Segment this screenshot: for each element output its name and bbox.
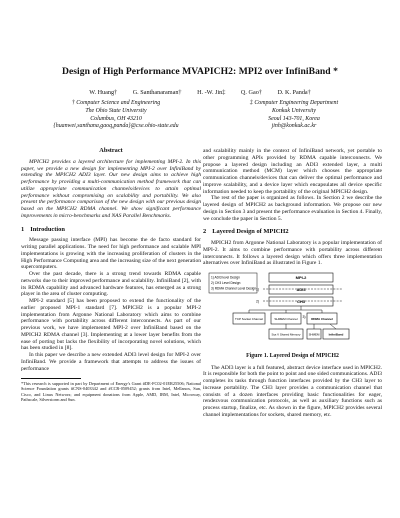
paragraph: Over the past decade, there is a strong trend towards RDMA capable networks due to their improved performance and scalability. InfiniBand [2], with its RDMA capability and advanced hardware features, has emerged as a strong player in the area of cluster computing. [21,271,201,298]
affiliation-dept: † Computer Science and Engineering [71,100,161,106]
legend-option: 2) CH3 Level Design [211,281,241,285]
paper-title: Design of High Performance MVAPICH2: MPI2 over InfiniBand * [61,66,338,77]
footnote: *This research is supported in part by Department of Energy's Grant #DE-FC02-01ER25506; National Science Foundation grants #CNS-0403342 and #CCR-0509452; grants from Intel, Mellanox, Sun, Cisco, and Linux Networx; and equipment donations from Apple, AMD, IBM, Intel, Microway, Pathscale, Silverstorm and Sun. [21,381,201,402]
author-list [0,89,400,96]
section-number: 1 [21,225,25,233]
paragraph: The rest of the paper is organized as follows. In Section 2 we describe the layered design of MPICH2 as background information. We propose our new design in Section 3 and present the performance evaluation in Section 4. Finally, we conclude the paper in Section 5. [203,195,382,222]
right-column [203,148,382,419]
paragraph: MPI-2 standard [5] has been proposed to extend the functionality of the earlier proposed MPI-1 standard [7]. MPICH2 is a popular MPI-2 implementation from Argonne National Laboratory which aims to combine performance with portability across different interconnects. As part of our previous work, we have implemented MPI-2 over InfiniBand based on the MPICH2 RDMA channel [3]. Implementing at a lower layer benefits from the ease of porting but lacks the flexibility of incorporating novel solutions, which has been studied in [8]. [21,298,201,352]
affiliation-city: Seoul 143-701, Korea [268,115,320,122]
level-marker: 3) [302,315,306,319]
affiliation-university: The Ohio State University [85,107,147,114]
affiliation-city: Columbus, OH 43210 [90,115,142,122]
affiliation-osu [28,100,204,131]
section-heading-layered-design [203,229,382,236]
affiliation-konkuk [206,100,382,131]
paragraph: In this paper we describe a new extended ADI3 level design for MPI-2 over InfiniBand. We provide a framework that attempts to address the issues of performance [21,352,201,372]
box-label: TCP Socket Channel [235,317,263,321]
author: H. -W. Jin‡ [197,89,226,96]
box-label: MPI-2 [295,275,307,281]
author: G. Santhanaraman† [132,89,182,96]
author: D. K. Panda† [277,89,311,96]
box-label: RDMA Channel [311,317,333,321]
box-label: InfiniBand [328,332,344,337]
legend-option: 1) ADI3 level Design [211,275,240,280]
author: W. Huang† [89,89,118,96]
section-title: Introduction [30,225,65,233]
paragraph: The ADI3 layer is a full featured, abstract device interface used in MPICH2. It is responsible for both the point to point and one sided communications. ADI3 completes its tasks through function interfaces provided by the CH3 layer to increase portability. The CH3 layer provides a communication channel that consists of a dozen interfaces providing basic functionalities for eager, rendezvous communication protocols, as well as auxiliary functions such as process startup, finalize, etc. As shown in the figure, MPICH2 provides several channel implementations for sockets, shared memory, etc. [203,364,382,418]
connector [330,324,336,329]
figure-caption: Figure 1. Layered Design of MPICH2 [246,352,339,359]
affiliation-email: {huanwei,santhana,gaoq,panda}@cse.ohio-state.edu [53,123,179,130]
box-label: Sys V Shared Memory [271,332,301,337]
paragraph: MPICH2 from Argonne National Laboratory is a popular implementation of MPI-2. It aims to combine performance with portability across different interconnects. It follows a layered design which offers three implementation alternatives over InfiniBand as illustrated in Figure 1. [203,240,382,267]
level-marker: 2) [255,299,259,304]
left-column [21,148,201,402]
affiliation-dept: ‡ Computer Engineering Department [249,100,339,106]
abstract-heading: Abstract [99,147,123,154]
figure-layered-design [203,271,382,345]
box-label: SHMEM [308,332,320,337]
paragraph: Message passing interface (MPI) has become the de facto standard for writing parallel applications. The need for high performance and scalable MPI implementations is growing with the increasing proliferation of clusters in the High Performance Computing area and the increasing size of the next generation supercomputers. [21,237,201,271]
abstract-text: MPICH2 provides a layered architecture for implementing MPI-2. In this paper, we provide a new design for implementing MPI-2 over InfiniBand by extending the MPICH2 ADI3 layer. Our new design aims to achieve high performance by providing a multi-communication method framework that can utilize appropriate communication channels/devices to attain optimal performance without compromising on scalability and portability. We also present the performance comparison of the new design with our previous design based on the MPICH2 RDMA channel. We show significant performance improvements in micro-benchmarks and NAS Parallel Benchmarks. [21,158,201,219]
box-label: ADI3 [296,287,306,293]
affiliation-email: jinh@konkuk.ac.kr [271,123,317,130]
box-label: SHMEM Channel [274,317,298,321]
footnote-divider [21,378,81,379]
affiliation-university: Konkuk University [271,107,316,114]
author: Q. Gao† [240,89,262,96]
box-label: CH3 [296,299,306,305]
legend-option: 3) RDMA Channel Level Design [211,286,257,291]
section-title: Layered Design of MPICH2 [212,228,289,236]
level-marker: 1) [255,287,259,292]
paragraph: and scalability mainly in the context of InfiniBand network, yet portable to other programming APIs provided by RDMA capable interconnects. We propose a layered design including an ADI3 extended layer, a multi communication method (MCM) layer which chooses the appropriate communication channels/devices that can deliver the optimal performance and improve scalability, and a device layer which encapsulates all device specific information needed to keep the portability of the original MPICH2 design. [203,148,382,195]
section-heading-introduction [21,227,201,234]
section-number: 2 [203,228,207,236]
